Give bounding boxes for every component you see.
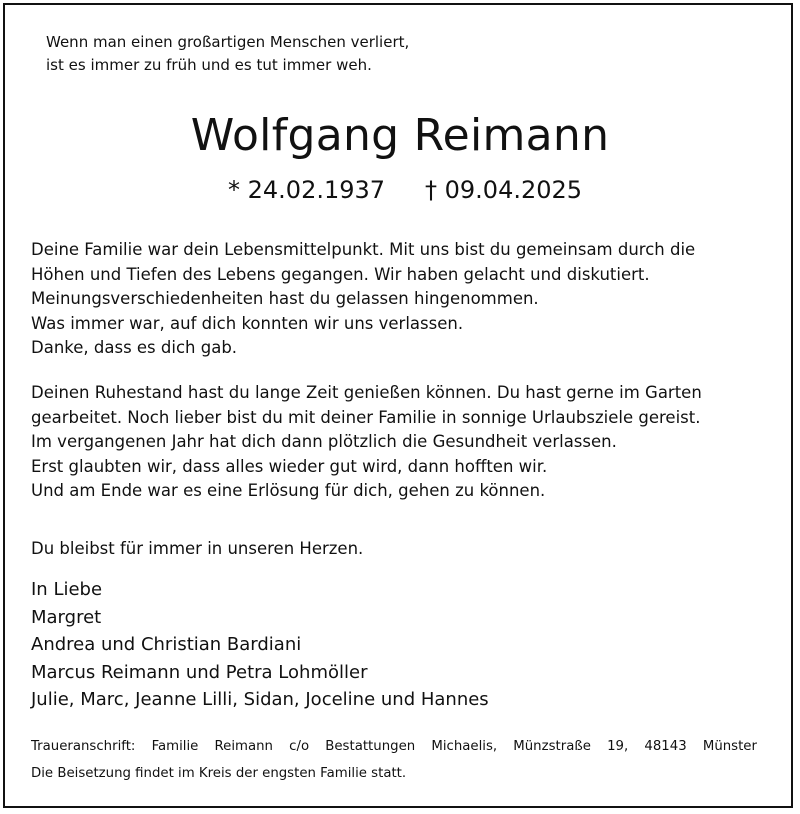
address-word: Münzstraße (513, 739, 591, 754)
paragraph-line: Höhen und Tiefen des Lebens gegangen. Wir haben gelacht und diskutiert. (31, 264, 650, 284)
motto-line: ist es immer zu früh und es tut immer weh. (46, 56, 372, 74)
mourning-address (31, 733, 757, 760)
tribute-paragraph-2 (31, 381, 771, 504)
address-word: Bestattungen (325, 739, 416, 754)
signer-line: Andrea und Christian Bardiani (31, 634, 302, 655)
paragraph-line: Und am Ende war es eine Erlösung für dich, gehen zu können. (31, 481, 546, 501)
paragraph-line: Danke, dass es dich gab. (31, 338, 238, 358)
paragraph-line: Erst glaubten wir, dass alles wieder gut wird, dann hofften wir. (31, 456, 548, 476)
birth-date: * 24.02.1937 (228, 176, 386, 204)
signer-line: Marcus Reimann und Petra Lohmöller (31, 661, 368, 683)
address-word: c/o (289, 739, 310, 754)
address-word: Reimann (214, 739, 273, 754)
signer-line: In Liebe (31, 579, 103, 600)
address-word: 48143 (644, 739, 687, 754)
paragraph-line: Deine Familie war dein Lebensmittelpunkt. Mit uns bist du gemeinsam durch die (31, 240, 696, 259)
funeral-note: Die Beisetzung findet im Kreis der engsten Familie statt. (31, 766, 407, 781)
deceased-name: Wolfgang Reimann (190, 110, 610, 161)
paragraph-line: Im vergangenen Jahr hat dich dann plötzlich die Gesundheit verlassen. (31, 432, 617, 452)
signer-line: Julie, Marc, Jeanne Lilli, Sidan, Joceline und Hannes (31, 689, 489, 710)
motto-line: Wenn man einen großartigen Menschen verliert, (46, 33, 410, 51)
signers-list (31, 576, 771, 714)
motto-quote (46, 31, 546, 77)
address-word: Familie (151, 739, 199, 754)
address-word: Michaelis, (431, 739, 498, 754)
tribute-paragraph-1 (31, 238, 771, 361)
paragraph-line: Deinen Ruhestand hast du lange Zeit genießen können. Du hast gerne im Garten (31, 383, 702, 402)
address-word: Traueranschrift: (31, 739, 136, 754)
paragraph-line: gearbeitet. Noch lieber bist du mit deiner Familie in sonnige Urlaubsziele gereist. (31, 407, 701, 427)
footer-info (31, 733, 771, 787)
death-date: † 09.04.2025 (425, 176, 583, 204)
address-word: 19, (607, 739, 629, 754)
signer-line: Margret (31, 606, 102, 628)
paragraph-line: Was immer war, auf dich konnten wir uns verlassen. (31, 313, 464, 333)
closing-line (31, 537, 771, 562)
closing-text: Du bleibst für immer in unseren Herzen. (31, 539, 364, 558)
paragraph-line: Meinungsverschiedenheiten hast du gelassen hingenommen. (31, 289, 539, 309)
address-word: Münster (702, 739, 757, 754)
